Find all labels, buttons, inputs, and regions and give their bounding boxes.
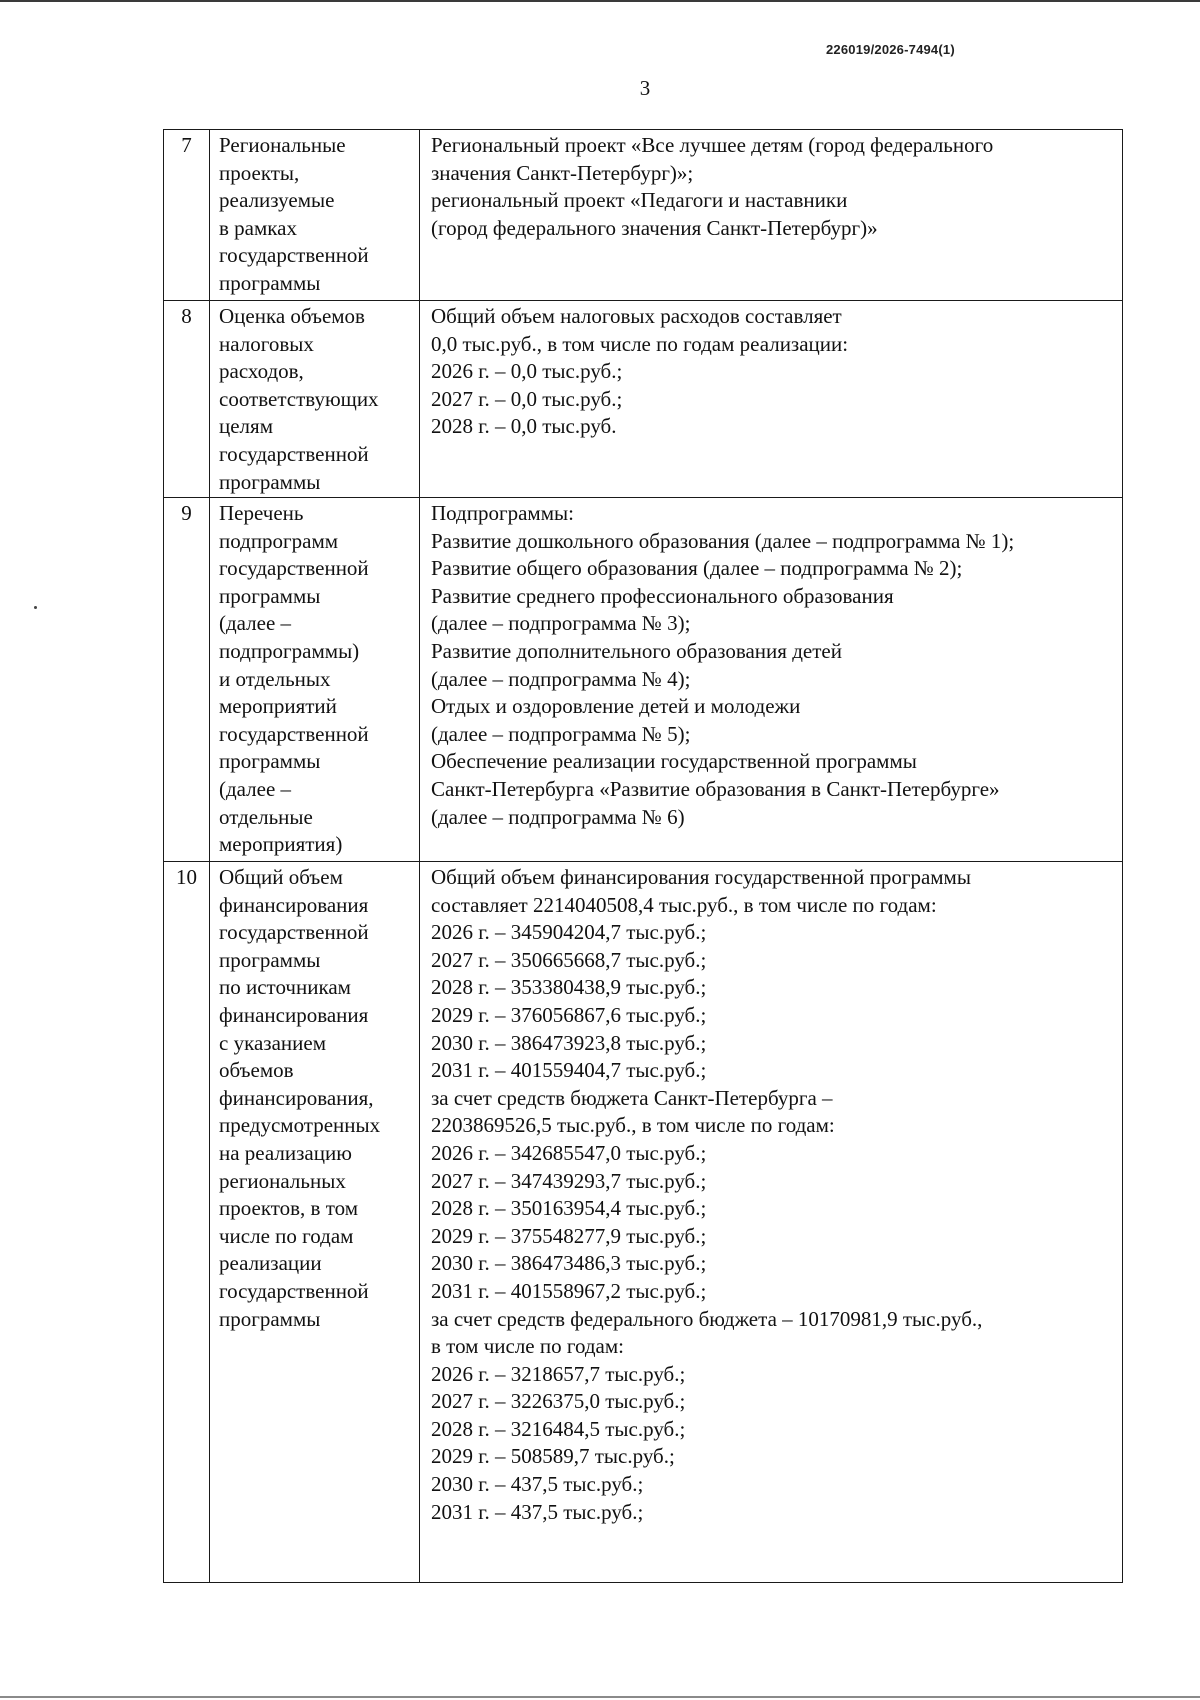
program-passport-table: [163, 129, 1123, 1583]
content-line: 2030 г. – 386473923,8 тыс.руб.;: [431, 1030, 707, 1055]
heading-line: мероприятий: [219, 694, 337, 719]
heading-line: государственной: [219, 441, 369, 466]
content-line: за счет средств бюджета Санкт-Петербурга –: [431, 1085, 833, 1110]
heading-line: программы: [219, 469, 321, 494]
row-heading: [210, 498, 420, 861]
content-line: (далее – подпрограмма № 3);: [431, 611, 691, 636]
table-row: [164, 862, 1122, 1582]
content-line: 2029 г. – 376056867,6 тыс.руб.;: [431, 1002, 707, 1027]
heading-line: проекты,: [219, 160, 300, 185]
content-line: (далее – подпрограмма № 6): [431, 804, 685, 829]
content-line: 2027 г. – 350665668,7 тыс.руб.;: [431, 947, 707, 972]
heading-line: числе по годам: [219, 1223, 354, 1248]
content-line: Развитие дошкольного образования (далее – подпрограмма № 1);: [431, 528, 1015, 553]
content-line: 2026 г. – 345904204,7 тыс.руб.;: [431, 920, 707, 945]
heading-line: подпрограмм: [219, 528, 339, 553]
heading-line: расходов,: [219, 359, 304, 384]
content-line: значения Санкт-Петербург)»;: [431, 160, 694, 185]
row-number: 10: [164, 862, 210, 1582]
content-line: Развитие дополнительного образования детей: [431, 638, 842, 663]
heading-line: реализации: [219, 1251, 322, 1276]
heading-line: мероприятия): [219, 832, 343, 857]
heading-line: подпрограммы): [219, 638, 360, 663]
heading-line: в рамках: [219, 215, 297, 240]
heading-line: целям: [219, 414, 273, 439]
heading-line: (далее –: [219, 776, 292, 801]
content-line: 2027 г. – 347439293,7 тыс.руб.;: [431, 1168, 707, 1193]
heading-line: реализуемые: [219, 188, 335, 213]
content-line: Развитие среднего профессионального образования: [431, 583, 894, 608]
heading-line: (далее –: [219, 611, 292, 636]
content-line: 2031 г. – 401558967,2 тыс.руб.;: [431, 1278, 707, 1303]
heading-line: Общий объем: [219, 865, 343, 889]
heading-line: государственной: [219, 243, 369, 268]
heading-line: программы: [219, 947, 321, 972]
heading-line: проектов, в том: [219, 1196, 359, 1221]
heading-line: региональных: [219, 1168, 346, 1193]
row-content: [420, 301, 1122, 497]
row-number: 9: [164, 498, 210, 861]
content-line: (далее – подпрограмма № 5);: [431, 721, 691, 746]
row-heading: [210, 301, 420, 497]
content-line: Общий объем налоговых расходов составляет: [431, 304, 842, 328]
heading-line: государственной: [219, 1278, 369, 1303]
content-line: 2028 г. – 0,0 тыс.руб.: [431, 414, 617, 439]
content-line: составляет 2214040508,4 тыс.руб., в том числе по годам:: [431, 892, 937, 917]
heading-line: государственной: [219, 556, 369, 581]
heading-line: финансирования: [219, 892, 369, 917]
content-line: 2028 г. – 353380438,9 тыс.руб.;: [431, 975, 707, 1000]
content-line: 2026 г. – 3218657,7 тыс.руб.;: [431, 1361, 686, 1386]
heading-line: программы: [219, 749, 321, 774]
content-line: (город федерального значения Санкт-Петербург)»: [431, 215, 878, 240]
heading-line: соответствующих: [219, 386, 379, 411]
heading-line: по источникам: [219, 975, 351, 1000]
heading-line: государственной: [219, 920, 369, 945]
content-line: 2029 г. – 508589,7 тыс.руб.;: [431, 1444, 675, 1469]
row-number: 8: [164, 301, 210, 497]
table-row: [164, 301, 1122, 498]
content-line: 2203869526,5 тыс.руб., в том числе по годам:: [431, 1113, 835, 1138]
content-line: 2028 г. – 350163954,4 тыс.руб.;: [431, 1196, 707, 1221]
row-heading: [210, 862, 420, 1582]
page-number: 3: [639, 76, 651, 100]
row-content: [420, 862, 1122, 1582]
content-line: 2026 г. – 342685547,0 тыс.руб.;: [431, 1140, 707, 1165]
content-line: 2030 г. – 437,5 тыс.руб.;: [431, 1472, 644, 1497]
heading-line: финансирования: [219, 1002, 369, 1027]
content-line: 2027 г. – 0,0 тыс.руб.;: [431, 386, 623, 411]
row-heading: [210, 130, 420, 300]
row-content: [420, 130, 1122, 300]
content-line: 2029 г. – 375548277,9 тыс.руб.;: [431, 1223, 707, 1248]
content-line: 2027 г. – 3226375,0 тыс.руб.;: [431, 1389, 686, 1414]
content-line: (далее – подпрограмма № 4);: [431, 666, 691, 691]
table-row: [164, 498, 1122, 862]
heading-line: программы: [219, 1306, 321, 1331]
scan-speck: [34, 606, 37, 609]
content-line: 2031 г. – 401559404,7 тыс.руб.;: [431, 1058, 707, 1083]
heading-line: Перечень: [219, 501, 304, 525]
document-number: 226019/2026-7494(1): [826, 42, 955, 57]
content-line: 2031 г. – 437,5 тыс.руб.;: [431, 1499, 644, 1524]
scan-edge-top: [0, 0, 1200, 2]
content-line: Развитие общего образования (далее – подпрограмма № 2);: [431, 556, 963, 581]
content-line: региональный проект «Педагоги и наставники: [431, 188, 848, 213]
heading-line: объемов: [219, 1058, 294, 1083]
heading-line: на реализацию: [219, 1140, 352, 1165]
content-line: 0,0 тыс.руб., в том числе по годам реализации:: [431, 331, 849, 356]
content-line: Обеспечение реализации государственной программы: [431, 749, 917, 774]
heading-line: финансирования,: [219, 1085, 374, 1110]
heading-line: и отдельных: [219, 666, 331, 691]
heading-line: предусмотренных: [219, 1113, 381, 1138]
row-number: 7: [164, 130, 210, 300]
heading-line: программы: [219, 583, 321, 608]
content-line: Отдых и оздоровление детей и молодежи: [431, 694, 801, 719]
content-line: Региональный проект «Все лучшее детям (город федерального: [431, 133, 994, 157]
content-line: Подпрограммы:: [431, 501, 574, 525]
content-line: Общий объем финансирования государственной программы: [431, 865, 971, 889]
heading-line: программы: [219, 270, 321, 295]
heading-line: отдельные: [219, 804, 313, 829]
heading-line: Региональные: [219, 133, 346, 157]
scan-edge-bottom: [0, 1696, 1200, 1698]
heading-line: налоговых: [219, 331, 314, 356]
content-line: в том числе по годам:: [431, 1334, 624, 1359]
content-line: за счет средств федерального бюджета – 10170981,9 тыс.руб.,: [431, 1306, 983, 1331]
table-row: [164, 130, 1122, 301]
heading-line: с указанием: [219, 1030, 326, 1055]
content-line: 2028 г. – 3216484,5 тыс.руб.;: [431, 1416, 686, 1441]
heading-line: государственной: [219, 721, 369, 746]
content-line: 2030 г. – 386473486,3 тыс.руб.;: [431, 1251, 707, 1276]
content-line: Санкт-Петербурга «Развитие образования в Санкт-Петербурге»: [431, 776, 1000, 801]
row-content: [420, 498, 1122, 861]
content-line: 2026 г. – 0,0 тыс.руб.;: [431, 359, 623, 384]
heading-line: Оценка объемов: [219, 304, 365, 328]
